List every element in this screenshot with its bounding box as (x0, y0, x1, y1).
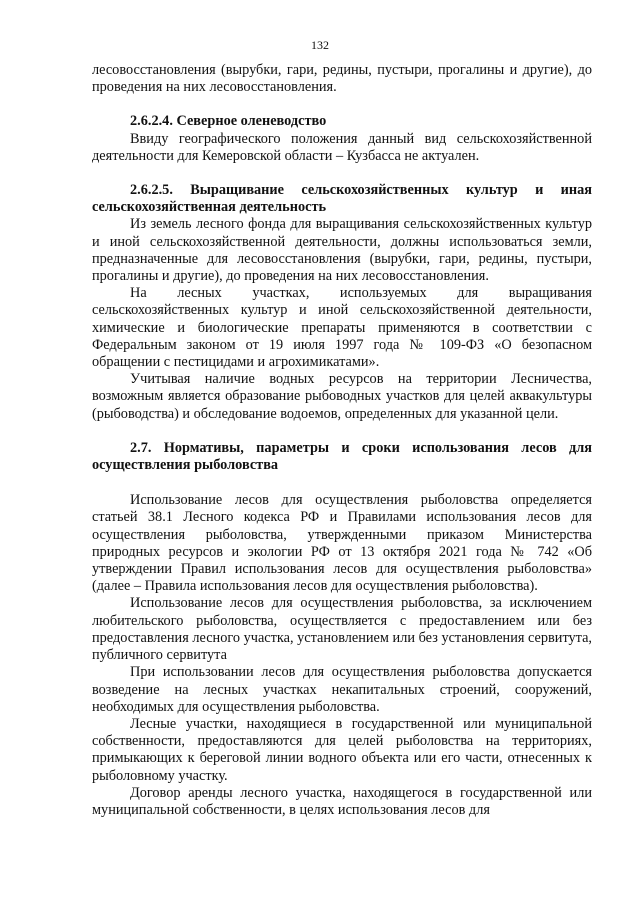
section-heading: 2.6.2.4. Северное оленеводство (130, 113, 327, 130)
paragraph: лесовосстановления (вырубки, гари, редины, пустыри, прогалины и другие), до проведения на них лесовосстановления. (92, 62, 592, 96)
paragraph: Использование лесов для осуществления рыболовства, за исключением любительского рыболовства, осуществляется с предоставлением или без предоставления лесного участка, установлением или без установления сервитута, публичного сервитута (92, 595, 592, 664)
page-content (92, 62, 592, 819)
paragraph: При использовании лесов для осуществления рыболовства допускается возведение на лесных участках некапитальных строений, сооружений, необходимых для осуществления рыболовства. (92, 664, 592, 715)
paragraph: Договор аренды лесного участка, находящегося в государственной или муниципальной собственности, в целях использования лесов для (92, 784, 592, 818)
paragraph: Лесные участки, находящиеся в государственной или муниципальной собственности, предоставляются для целей рыболовства на территориях, примыкающих к береговой линии водного объекта или его части, отнесенных к рыболовному участку. (92, 715, 592, 784)
paragraph: На лесных участках, используемых для выращивания сельскохозяйственных культур и иной сельскохозяйственной деятельности, химические и биологические препараты применяются в соответствии с Федеральным законом от 19 июля 1997 года № 109-ФЗ «О безопасном обращении с пестицидами и агрохимикатами». (92, 285, 592, 371)
spacer (92, 165, 592, 182)
page-number: 132 (311, 38, 329, 52)
spacer (92, 474, 592, 492)
paragraph: Из земель лесного фонда для выращивания сельскохозяйственных культур и иной сельскохозяйственной деятельности, должны использоваться земли, предназначенные для лесовосстановления (вырубки, гари, редины, пустыри, прогалины и другие), до проведения на них лесовосстановления. (92, 216, 592, 285)
spacer (92, 96, 592, 113)
section-heading: 2.6.2.5. Выращивание сельскохозяйственных культур и иная сельскохозяйственная деятельность (92, 182, 592, 216)
section-heading: 2.7. Нормативы, параметры и сроки использования лесов для осуществления рыболовства (92, 439, 592, 474)
paragraph: Ввиду географического положения данный вид сельскохозяйственной деятельности для Кемеровской области – Кузбасса не актуален. (92, 130, 592, 164)
paragraph: Учитывая наличие водных ресурсов на территории Лесничества, возможным является образование рыбоводных участков для целей аквакультуры (рыбоводства) и обследование водоемов, определенных для указанной цели. (92, 371, 592, 422)
spacer (92, 423, 592, 440)
paragraph: Использование лесов для осуществления рыболовства определяется статьей 38.1 Лесного кодекса РФ и Правилами использования лесов для осуществления рыболовства, утвержденными приказом Министерства природных ресурсов и экологии РФ от 13 октября 2021 года № 742 «Об утверждении Правил использования лесов для осуществления рыболовства» (далее – Правила использования лесов для осуществления рыболовства). (92, 492, 592, 595)
